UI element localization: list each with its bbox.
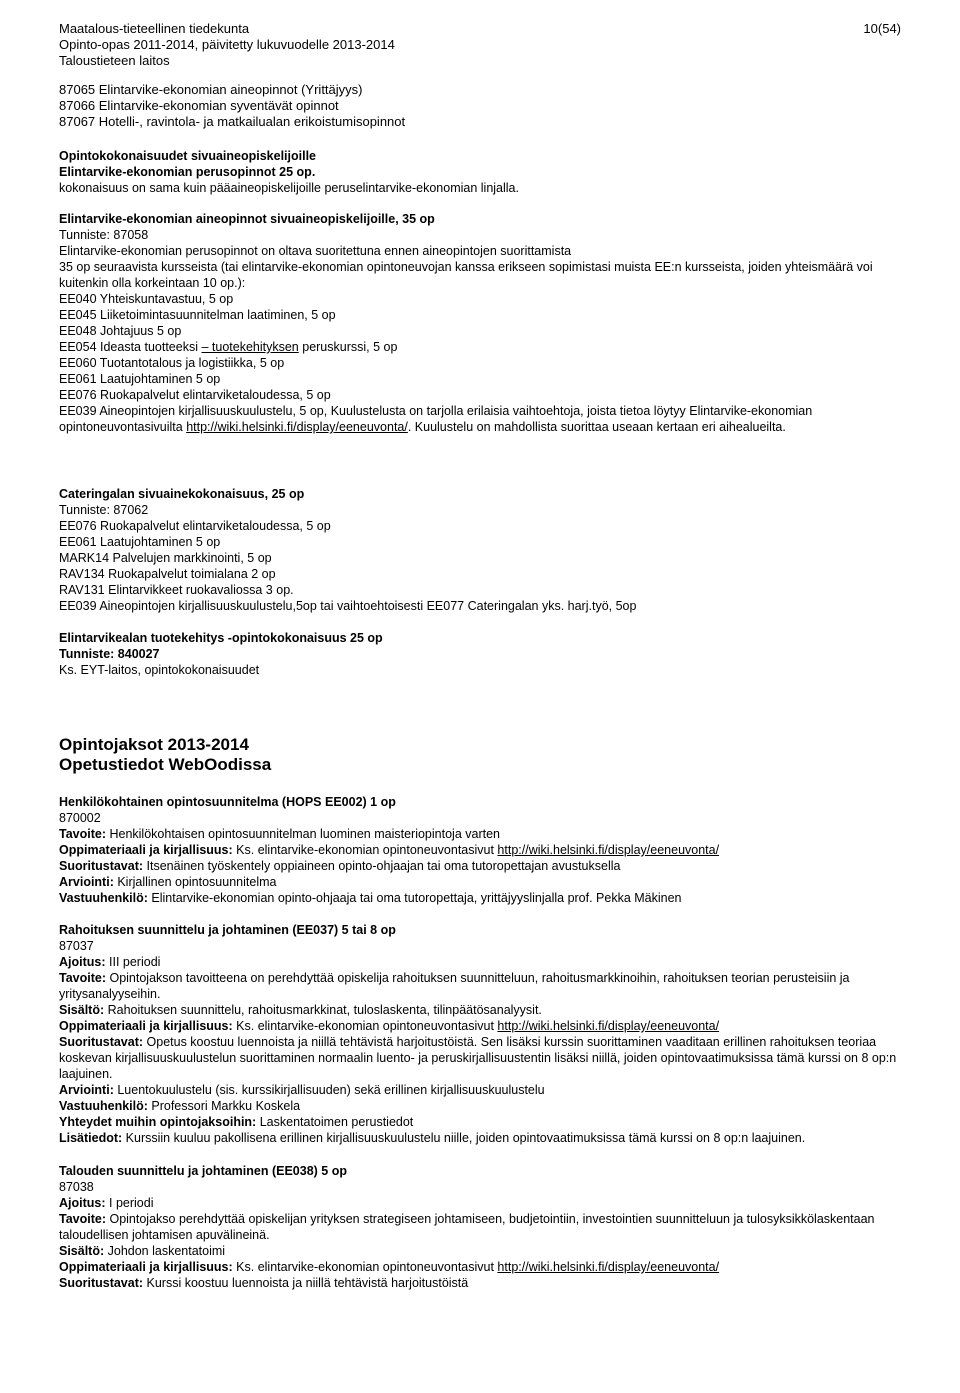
course-field [59,1034,909,1082]
program-item: 87066 Elintarvike-ekonomian syventävät opinnot [59,98,339,113]
field-text: Kurssi koostuu luennoista ja niillä tehtävistä harjoitustöistä [143,1276,469,1290]
course-field [59,826,909,842]
tuotekehitys-section [59,630,909,678]
course-title: Rahoituksen suunnittelu ja johtaminen (EE037) 5 tai 8 op [59,923,396,937]
field-text: Itsenäinen työskentely oppiaineen opinto-ohjaajan tai oma tutoropettajan avustuksella [143,859,621,873]
course-hops [59,794,909,906]
catering-line: EE061 Laatujohtaminen 5 op [59,535,221,549]
field-label: Arviointi: [59,875,114,889]
field-label: Tavoite: [59,971,106,985]
aine-line: EE076 Ruokapalvelut elintarviketaloudessa, 5 op [59,388,331,402]
ee054-prefix: EE054 Ideasta tuotteeksi [59,340,202,354]
eeneuvonta-link[interactable]: http://wiki.helsinki.fi/display/eeneuvonta/ [497,1260,720,1274]
field-label: Vastuuhenkilö: [59,1099,148,1113]
field-label: Arviointi: [59,1083,114,1097]
field-text: Johdon laskentatoimi [104,1244,226,1258]
weboodi-title: Opetustiedot WebOodissa [59,755,272,774]
course-field [59,954,909,970]
field-text: Henkilökohtaisen opintosuunnitelman luominen maisteriopintoja varten [106,827,500,841]
course-field [59,1195,909,1211]
field-label: Oppimateriaali ja kirjallisuus: [59,1260,233,1274]
header-department: Taloustieteen laitos [59,53,170,68]
field-text: Kirjallinen opintosuunnitelma [113,875,277,889]
aine-line: EE045 Liiketoimintasuunnitelman laatiminen, 5 op [59,308,336,322]
course-field [59,1018,909,1034]
field-text: Ks. elintarvike-ekonomian opintoneuvontasivut [232,1260,498,1274]
field-label: Oppimateriaali ja kirjallisuus: [59,1019,233,1033]
course-field [59,1098,909,1114]
field-text: Elintarvike-ekonomian opinto-ohjaaja tai oma tutoropettaja, yrittäjyyslinjalla prof. Pekka Mäkinen [147,891,682,905]
header-guide: Opinto-opas 2011-2014, päivitetty lukuvuodelle 2013-2014 [59,37,395,52]
catering-line: RAV131 Elintarvikkeet ruokavaliossa 3 op. [59,583,294,597]
catering-section [59,486,909,614]
field-label: Tavoite: [59,827,106,841]
course-field [59,1114,909,1130]
field-text: Opintojakso perehdyttää opiskelijan yrityksen strategiseen johtamiseen, budjetointiin, investointien suunnitteluun ja tulosyksikkölaskentaan taloudellisen johtamisen apuvälineinä. [59,1212,875,1242]
catering-title: Cateringalan sivuainekokonaisuus, 25 op [59,487,305,501]
course-title: Henkilökohtainen opintosuunnitelma (HOPS EE002) 1 op [59,795,396,809]
field-label: Sisältö: [59,1244,105,1258]
program-list [59,82,909,130]
aine-line: EE048 Johtajuus 5 op [59,324,182,338]
course-code: 87038 [59,1180,94,1194]
aine-line: EE060 Tuotantotalous ja logistiikka, 5 op [59,356,285,370]
section-text: kokonaisuus on sama kuin pääaineopiskelijoille peruselintarvike-ekonomian linjalla. [59,181,519,195]
course-field [59,874,909,890]
course-code: 87037 [59,939,94,953]
field-label: Lisätiedot: [59,1131,123,1145]
aine-line: Elintarvike-ekonomian perusopinnot on oltava suoritettuna ennen aineopintojen suorittamista [59,244,572,258]
opintojaksot-title: Opintojaksot 2013-2014 [59,735,249,754]
field-label: Suoritustavat: [59,1276,144,1290]
opintojaksot-heading [59,735,909,775]
catering-line: Tunniste: 87062 [59,503,149,517]
course-field [59,1275,909,1291]
course-field [59,1259,909,1275]
eeneuvonta-link[interactable]: http://wiki.helsinki.fi/display/eeneuvonta/ [186,420,408,434]
field-text: I periodi [105,1196,154,1210]
aine-line: Tunniste: 87058 [59,228,149,242]
field-label: Yhteydet muihin opintojaksoihin: [59,1115,257,1129]
catering-line: MARK14 Palvelujen markkinointi, 5 op [59,551,272,565]
course-field [59,1082,909,1098]
course-ee038 [59,1163,909,1291]
aine-line-ee054 [59,339,909,355]
ee054-underlined: – tuotekehityksen [201,340,299,354]
field-text: III periodi [105,955,161,969]
header-faculty: Maatalous-tieteellinen tiedekunta [59,21,250,36]
course-ee037 [59,922,909,1146]
course-field [59,842,909,858]
section-subheading: Elintarvike-ekonomian perusopinnot 25 op. [59,165,316,179]
course-field [59,1002,909,1018]
aine-line: EE061 Laatujohtaminen 5 op [59,372,221,386]
course-field [59,970,909,1002]
ee039-text: EE039 Aineopintojen kirjallisuuskuulustelu, 5 op, Kuulustelusta on tarjolla erilaisia vaihtoehtoja, joista tietoa löytyy Elintarvike-ekonomian opintoneuvontasivuilta [59,404,813,434]
eeneuvonta-link[interactable]: http://wiki.helsinki.fi/display/eeneuvonta/ [497,843,720,857]
field-label: Suoritustavat: [59,1035,144,1049]
aine-title: Elintarvike-ekonomian aineopinnot sivuaineopiskelijoille, 35 op [59,212,435,226]
field-label: Tavoite: [59,1212,106,1226]
course-field [59,890,909,906]
aine-line-ee039 [59,403,909,435]
course-field [59,1211,909,1243]
field-label: Ajoitus: [59,955,106,969]
field-text: Ks. elintarvike-ekonomian opintoneuvontasivut [232,1019,498,1033]
field-label: Vastuuhenkilö: [59,891,148,905]
section-heading: Opintokokonaisuudet sivuaineopiskelijoille [59,149,316,163]
course-field [59,858,909,874]
ee039-after: . Kuulustelu on mahdollista suorittaa useaan kertaan eri aihealueilta. [407,420,786,434]
aine-section [59,211,909,435]
field-text: Opintojakson tavoitteena on perehdyttää opiskelija rahoituksen suunnitteluun, rahoitusmarkkinoihin, rahoituksen teorian perusteisiin ja yritysanalyyseihin. [59,971,850,1001]
field-label: Suoritustavat: [59,859,144,873]
field-text: Opetus koostuu luennoista ja niillä tehtävistä harjoitustöistä. Sen lisäksi kurssin suorittaminen vaaditaan erillinen rahoituksen teoriaa koskevan kirjallisuuskuulustelun suorittaminen normaalin luento- ja peruskirjallisuustentin lisäksi niillä, joiden opintovaatimuksissa tämä kurssi on 8 op:n laajuinen. [59,1035,897,1081]
field-text: Ks. elintarvike-ekonomian opintoneuvontasivut [232,843,498,857]
aine-line: 35 op seuraavista kursseista (tai elintarvike-ekonomian opintoneuvojan kanssa erikseen sopimistasi muista EE:n kursseista, joiden yhteismäärä voi kuitenkin olla korkeintaan 10 op.): [59,260,873,290]
field-label: Ajoitus: [59,1196,106,1210]
catering-line: RAV134 Ruokapalvelut toimialana 2 op [59,567,276,581]
program-item: 87065 Elintarvike-ekonomian aineopinnot (Yrittäjyys) [59,82,363,97]
field-label: Oppimateriaali ja kirjallisuus: [59,843,233,857]
course-code: 870002 [59,811,101,825]
page-number: 10(54) [863,21,901,36]
course-field [59,1130,909,1146]
field-text: Laskentatoimen perustiedot [256,1115,414,1129]
catering-line: EE039 Aineopintojen kirjallisuuskuulustelu,5op tai vaihtoehtoisesti EE077 Cateringalan yks. harj.työ, 5op [59,599,637,613]
eeneuvonta-link[interactable]: http://wiki.helsinki.fi/display/eeneuvonta/ [497,1019,720,1033]
tuotekehitys-text: Ks. EYT-laitos, opintokokonaisuudet [59,663,260,677]
field-label: Sisältö: [59,1003,105,1017]
field-text: Luentokuulustelu (sis. kurssikirjallisuuden) sekä erillinen kirjallisuuskuulustelu [113,1083,545,1097]
tuotekehitys-title: Elintarvikealan tuotekehitys -opintokokonaisuus 25 op [59,631,383,645]
catering-line: EE076 Ruokapalvelut elintarviketaloudessa, 5 op [59,519,331,533]
course-title: Talouden suunnittelu ja johtaminen (EE038) 5 op [59,1164,347,1178]
page-header [59,21,909,69]
tuotekehitys-subtitle: Tunniste: 840027 [59,647,160,661]
program-item: 87067 Hotelli-, ravintola- ja matkailualan erikoistumisopinnot [59,114,406,129]
field-text: Rahoituksen suunnittelu, rahoitusmarkkinat, tuloslaskenta, tilinpäätösanalyysit. [104,1003,542,1017]
field-text: Professori Markku Koskela [147,1099,301,1113]
ee054-suffix: peruskurssi, 5 op [298,340,398,354]
aine-line: EE040 Yhteiskuntavastuu, 5 op [59,292,234,306]
minor-intro-section [59,148,909,196]
field-text: Kurssiin kuuluu pakollisena erillinen kirjallisuuskuulustelu niille, joiden opintovaatimuksissa tämä kurssi on 8 op:n laajuinen. [122,1131,806,1145]
course-field [59,1243,909,1259]
